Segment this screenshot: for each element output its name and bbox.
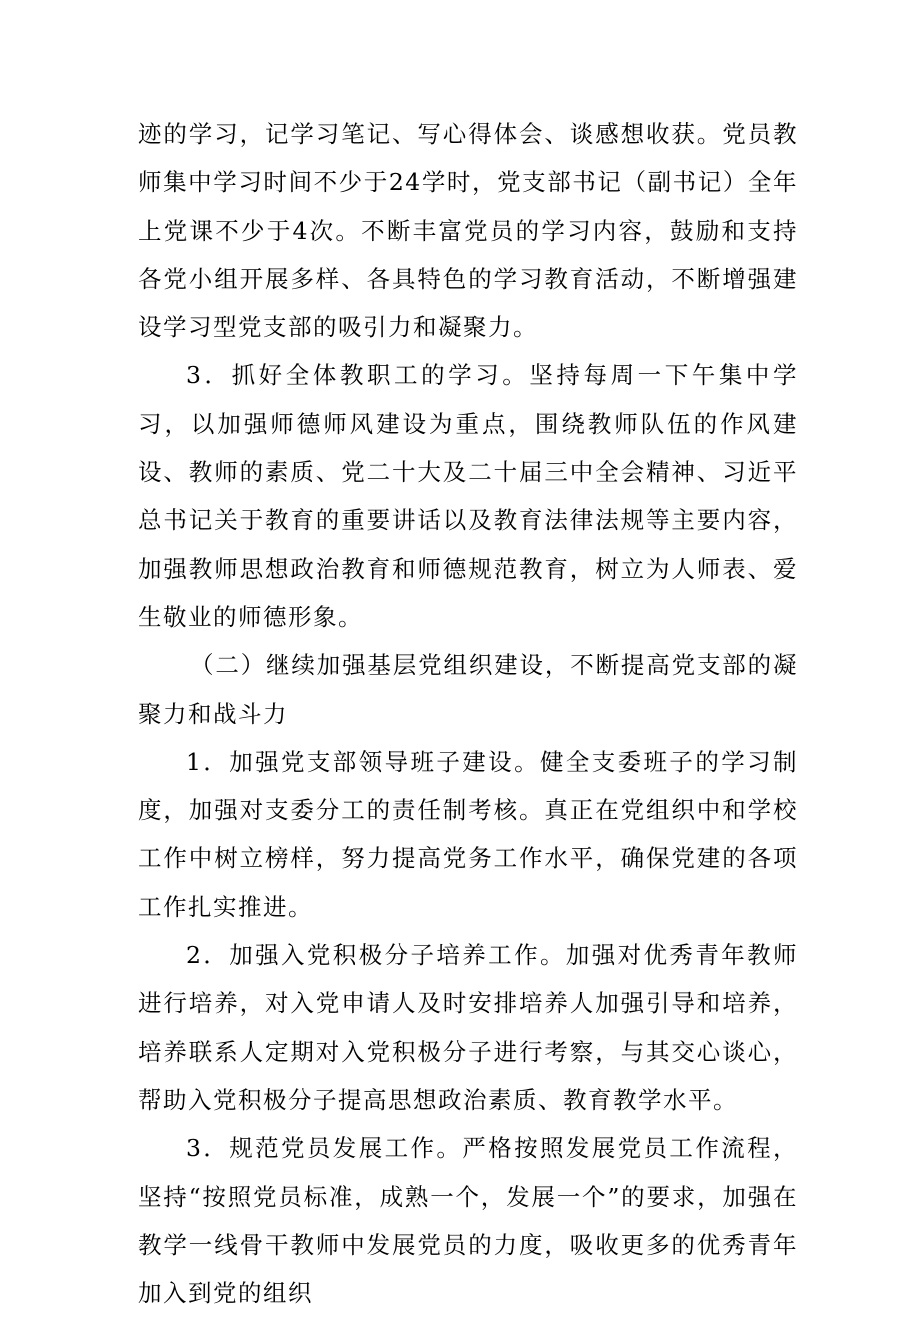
paragraph-member-development: 3．规范党员发展工作。严格按照发展党员工作流程，坚持“按照党员标准，成熟一个，发展一个”的要求，加强在教学一线骨干教师中发展党员的力度，吸收更多的优秀青年加入到党的组织: [138, 1134, 798, 1308]
document-body: [138, 110, 798, 1317]
section-heading-party-organization: （二）继续加强基层党组织建设，不断提高党支部的凝聚力和战斗力: [138, 651, 798, 728]
paragraph-activist-training: 2．加强入党积极分子培养工作。加强对优秀青年教师进行培养，对入党申请人及时安排培养人加强引导和培养，培养联系人定期对入党积极分子进行考察，与其交心谈心，帮助入党积极分子提高思想政治素质、教育教学水平。: [138, 941, 798, 1114]
paragraph-leadership-building: 1．加强党支部领导班子建设。健全支委班子的学习制度，加强对支委分工的责任制考核。真正在党组织中和学校工作中树立榜样，努力提高党务工作水平，确保党建的各项工作扎实推进。: [138, 747, 798, 921]
paragraph-study-continued: 迹的学习，记学习笔记、写心得体会、谈感想收获。党员教师集中学习时间不少于24学时，党支部书记（副书记）全年上党课不少于4次。不断丰富党员的学习内容，鼓励和支持各党小组开展多样、各具特色的学习教育活动，不断增强建设学习型党支部的吸引力和凝聚力。: [138, 120, 798, 342]
paragraph-staff-study: 3．抓好全体教职工的学习。坚持每周一下午集中学习，以加强师德师风建设为重点，围绕教师队伍的作风建设、教师的素质、党二十大及二十届三中全会精神、习近平总书记关于教育的重要讲话以及教育法律法规等主要内容，加强教师思想政治教育和师德规范教育，树立为人师表、爱生敬业的师德形象。: [138, 361, 798, 631]
